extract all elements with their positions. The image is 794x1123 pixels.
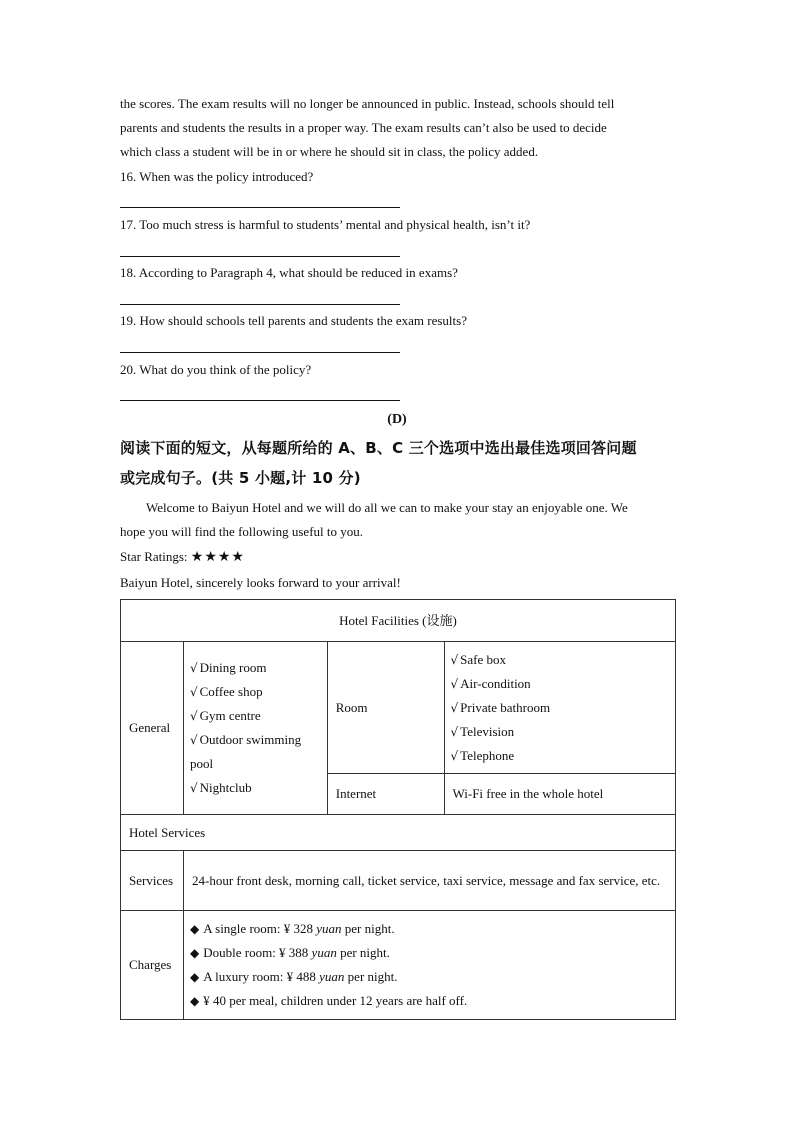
- diamond-bullet-icon: ◆: [189, 994, 200, 1008]
- answer-line-17[interactable]: [120, 256, 400, 257]
- list-item: √ Outdoor swimming pool: [189, 732, 302, 771]
- check-icon: √: [450, 700, 459, 715]
- star-ratings-label: Star Ratings:: [120, 549, 191, 564]
- passage-line-3: which class a student will be in or where he should sit in class, the policy added.: [120, 144, 539, 159]
- tagline: Baiyun Hotel, sincerely looks forward to your arrival!: [120, 575, 401, 590]
- list-item: √ Coffee shop: [189, 684, 263, 699]
- general-label: General: [121, 642, 184, 815]
- hotel-facilities-table: [120, 599, 676, 1020]
- check-icon: √: [189, 733, 198, 747]
- intro-line-2: hope you will find the following useful to you.: [120, 524, 364, 539]
- list-item: √ Safe box: [450, 651, 507, 667]
- internet-value: Wi-Fi free in the whole hotel: [444, 774, 675, 815]
- question-18: 18. According to Paragraph 4, what should be reduced in exams?: [120, 265, 458, 280]
- check-icon: √: [450, 652, 459, 667]
- services-label: Services: [121, 851, 184, 911]
- general-list: [183, 642, 327, 815]
- check-icon: √: [189, 781, 198, 795]
- question-19: 19. How should schools tell parents and students the exam results?: [120, 313, 467, 328]
- check-icon: √: [189, 685, 198, 699]
- services-value: 24-hour front desk, morning call, ticket service, taxi service, message and fax service, etc.: [183, 851, 675, 911]
- check-icon: √: [450, 748, 459, 763]
- list-item: √ Air-condition: [450, 675, 531, 691]
- list-item: √ Telephone: [450, 747, 515, 763]
- answer-line-18[interactable]: [120, 304, 400, 305]
- list-item: ◆ ¥ 40 per meal, children under 12 years are half off.: [189, 993, 468, 1008]
- list-item: √ Private bathroom: [450, 699, 551, 715]
- section-label: (D): [387, 412, 407, 427]
- room-label: Room: [327, 642, 444, 774]
- list-item: ◆ A luxury room: ¥ 488 yuan per night.: [189, 969, 398, 984]
- answer-line-19[interactable]: [120, 352, 400, 353]
- passage-line-2: parents and students the results in a proper way. The exam results can’t also be used to decide: [120, 120, 607, 135]
- list-item: √ Nightclub: [189, 780, 252, 795]
- hotel-services-header: Hotel Services: [121, 815, 676, 851]
- list-item: ◆ Double room: ¥ 388 yuan per night.: [189, 945, 390, 960]
- passage-line-1: the scores. The exam results will no longer be announced in public. Instead, schools should tell: [120, 96, 615, 111]
- check-icon: √: [450, 724, 459, 739]
- instruction-line-2: 或完成句子。(共 5 小题,计 10 分): [120, 469, 361, 487]
- question-16: 16. When was the policy introduced?: [120, 169, 314, 184]
- diamond-bullet-icon: ◆: [189, 970, 200, 984]
- intro-line-1: Welcome to Baiyun Hotel and we will do all we can to make your stay an enjoyable one. We: [146, 500, 628, 515]
- table-title: Hotel Facilities (设施): [121, 600, 676, 642]
- star-ratings: [120, 549, 245, 565]
- diamond-bullet-icon: ◆: [189, 946, 200, 960]
- check-icon: √: [189, 709, 198, 723]
- star-icons: ★★★★: [190, 549, 245, 565]
- list-item: √ Gym centre: [189, 708, 261, 723]
- list-item: ◆ A single room: ¥ 328 yuan per night.: [189, 921, 395, 936]
- answer-line-20[interactable]: [120, 400, 400, 401]
- internet-label: Internet: [327, 774, 444, 815]
- check-icon: √: [189, 661, 198, 675]
- answer-line-16[interactable]: [120, 207, 400, 208]
- instruction-line-1: 阅读下面的短文，从每题所给的 A、B、C 三个选项中选出最佳选项回答问题: [120, 439, 637, 457]
- list-item: √ Dining room: [189, 660, 267, 675]
- room-list: [444, 642, 675, 774]
- charges-label: Charges: [121, 911, 184, 1020]
- list-item: √ Television: [450, 723, 515, 739]
- charges-list: [183, 911, 675, 1020]
- question-20: 20. What do you think of the policy?: [120, 362, 312, 377]
- check-icon: √: [450, 676, 459, 691]
- question-17: 17. Too much stress is harmful to students’ mental and physical health, isn’t it?: [120, 217, 531, 232]
- diamond-bullet-icon: ◆: [189, 922, 200, 936]
